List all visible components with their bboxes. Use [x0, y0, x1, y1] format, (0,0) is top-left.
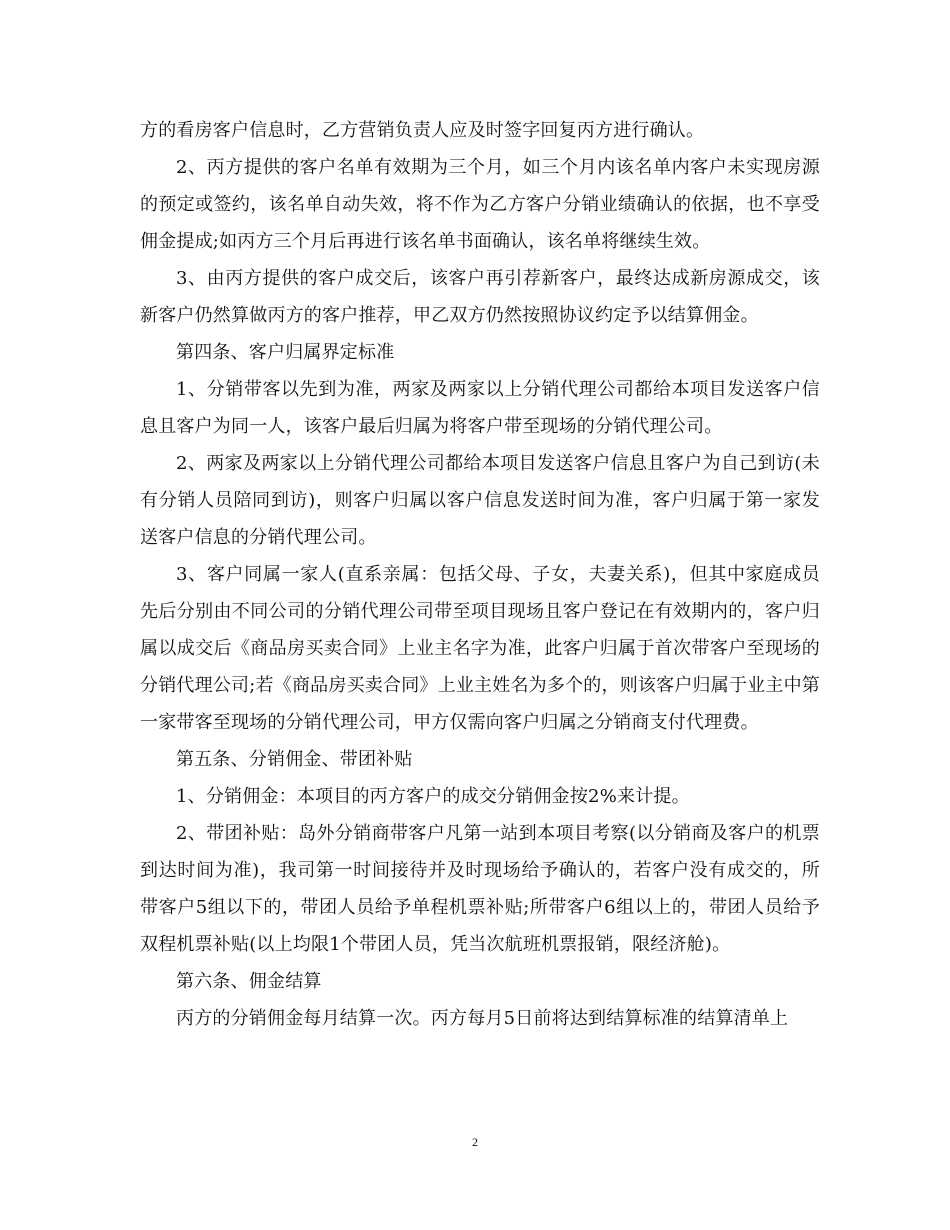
paragraph-7: 3、客户同属一家人(直系亲属：包括父母、子女，夫妻关系)，但其中家庭成员先后分别由不同公司的分销代理公司带至项目现场且客户登记在有效期内的，客户归属以成交后《商品房买卖合同》上业主名字为准，此客户归属于首次带客户至现场的分销代理公司;若《商品房买卖合同》上业主姓名为多个的，则该客户归属于业主中第一家带客至现场的分销代理公司，甲方仅需向客户归属之分销商支付代理费。 — [140, 564, 820, 733]
paragraph-12: 丙方的分销佣金每月结算一次。丙方每月5日前将达到结算标准的结算清单上 — [176, 1008, 789, 1029]
page-number: 2 — [472, 1135, 478, 1149]
paragraph-1: 方的看房客户信息时，乙方营销负责人应及时签字回复丙方进行确认。 — [140, 120, 705, 141]
paragraph-9: 1、分销佣金：本项目的丙方客户的成交分销佣金按2%来计提。 — [176, 786, 690, 807]
section-heading-5: 第五条、分销佣金、带团补贴 — [176, 749, 413, 770]
paragraph-5: 1、分销带客以先到为准，两家及两家以上分销代理公司都给本项目发送客户信息且客户为同一人，该客户最后归属为将客户带至现场的分销代理公司。 — [140, 379, 820, 437]
paragraph-3: 3、由丙方提供的客户成交后，该客户再引荐新客户，最终达成新房源成交，该新客户仍然算做丙方的客户推荐，甲乙双方仍然按照协议约定予以结算佣金。 — [140, 268, 820, 326]
paragraph-2: 2、丙方提供的客户名单有效期为三个月，如三个月内该名单内客户未实现房源的预定或签约，该名单自动失效，将不作为乙方客户分销业绩确认的依据，也不享受佣金提成;如丙方三个月后再进行该名单书面确认，该名单将继续生效。 — [140, 157, 820, 252]
paragraph-10: 2、带团补贴：岛外分销商带客户凡第一站到本项目考察(以分销商及客户的机票到达时间为准)，我司第一时间接待并及时现场给予确认的，若客户没有成交的，所带客户5组以下的，带团人员给予单程机票补贴;所带客户6组以上的，带团人员给予双程机票补贴(以上均限1个带团人员，凭当次航班机票报销，限经济舱)。 — [140, 823, 820, 955]
paragraph-6: 2、两家及两家以上分销代理公司都给本项目发送客户信息且客户为自己到访(未有分销人员陪同到访)，则客户归属以客户信息发送时间为准，客户归属于第一家发送客户信息的分销代理公司。 — [140, 453, 820, 548]
section-heading-6: 第六条、佣金结算 — [176, 971, 322, 992]
document-body — [140, 112, 820, 1037]
section-heading-4: 第四条、客户归属界定标准 — [176, 342, 395, 363]
